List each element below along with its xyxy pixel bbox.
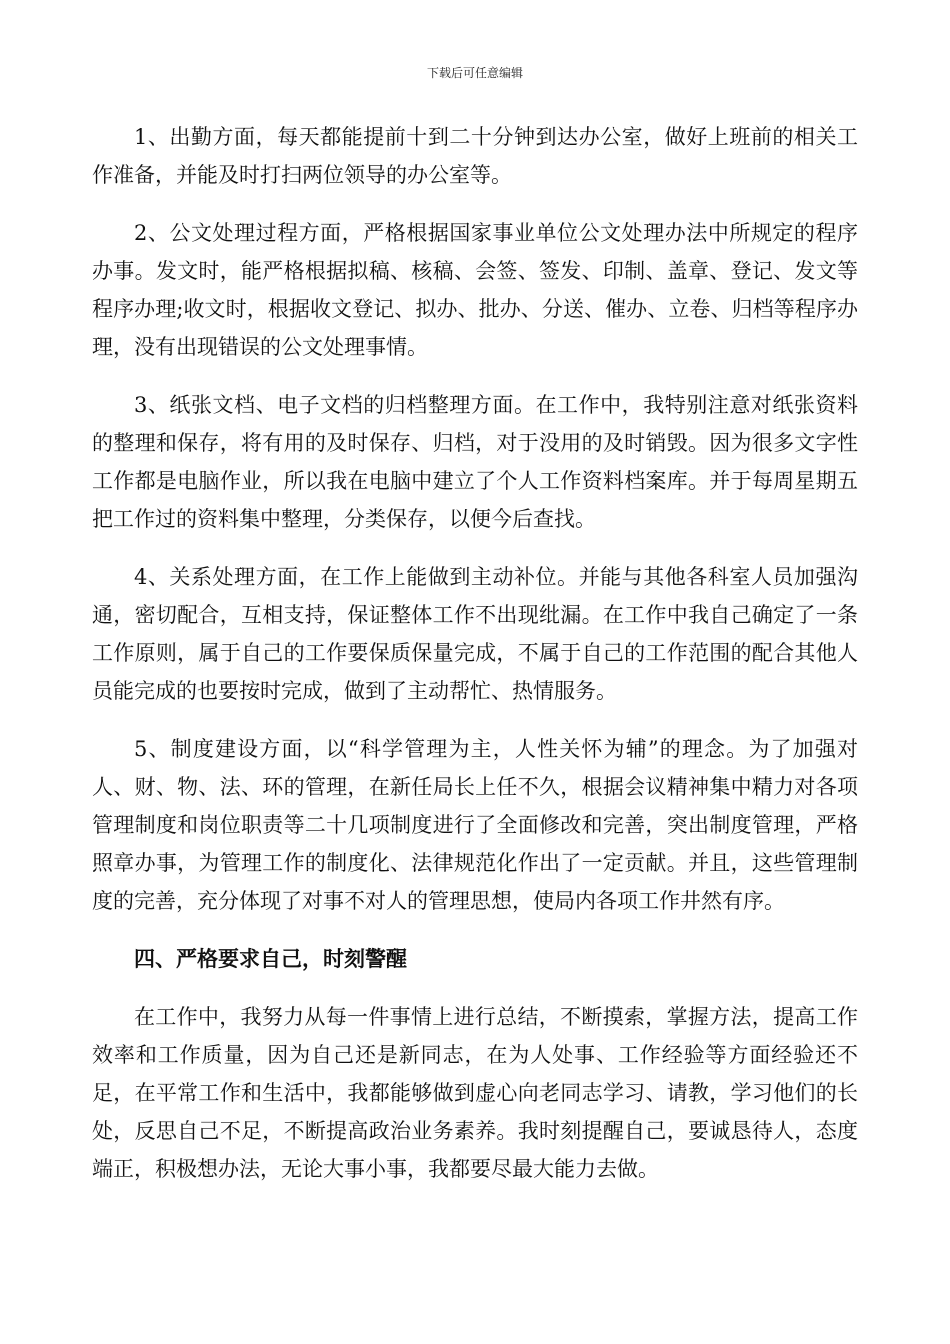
paragraph-relations: 4、关系处理方面，在工作上能做到主动补位。并能与其他各科室人员加强沟通，密切配合，互相支持，保证整体工作不出现纰漏。在工作中我自己确定了一条工作原则，属于自己的工作要保质保量完成，不属于自己的工作范围的配合其他人员能完成的也要按时完成，做到了主动帮忙、热情服务。 [92, 565, 858, 703]
paragraph-document-processing: 2、公文处理过程方面，严格根据国家事业单位公文处理办法中所规定的程序办事。发文时，能严格根据拟稿、核稿、会签、签发、印制、盖章、登记、发文等程序办理;收文时，根据收文登记、拟办、批办、分送、催办、立卷、归档等程序办理，没有出现错误的公文处理事情。 [92, 221, 858, 359]
section-heading: 四、严格要求自己，时刻警醒 [134, 946, 407, 971]
paragraph-attendance: 1、出勤方面，每天都能提前十到二十分钟到达办公室，做好上班前的相关工作准备，并能及时打扫两位领导的办公室等。 [92, 125, 858, 187]
document-body [92, 118, 858, 1208]
page-header: 下载后可任意编辑 [426, 66, 523, 80]
paragraph-archiving: 3、纸张文档、电子文档的归档整理方面。在工作中，我特别注意对纸张资料的整理和保存，将有用的及时保存、归档，对于没用的及时销毁。因为很多文字性工作都是电脑作业，所以我在电脑中建立了个人工作资料档案库。并于每周星期五把工作过的资料集中整理，分类保存，以便今后查找。 [92, 393, 858, 531]
paragraph-system-building: 5、制度建设方面，以“科学管理为主，人性关怀为辅”的理念。为了加强对人、财、物、法、环的管理，在新任局长上任不久，根据会议精神集中精力对各项管理制度和岗位职责等二十几项制度进行了全面修改和完善，突出制度管理，严格照章办事，为管理工作的制度化、法律规范化作出了一定贡献。并且，这些管理制度的完善，充分体现了对事不对人的管理思想，使局内各项工作井然有序。 [92, 737, 858, 913]
paragraph-closing: 在工作中，我努力从每一件事情上进行总结，不断摸索，掌握方法，提高工作效率和工作质量，因为自己还是新同志，在为人处事、工作经验等方面经验还不足，在平常工作和生活中，我都能够做到虚心向老同志学习、请教，学习他们的长处，反思自己不足，不断提高政治业务素养。我时刻提醒自己，要诚恳待人，态度端正，积极想办法，无论大事小事，我都要尽最大能力去做。 [92, 1005, 858, 1181]
